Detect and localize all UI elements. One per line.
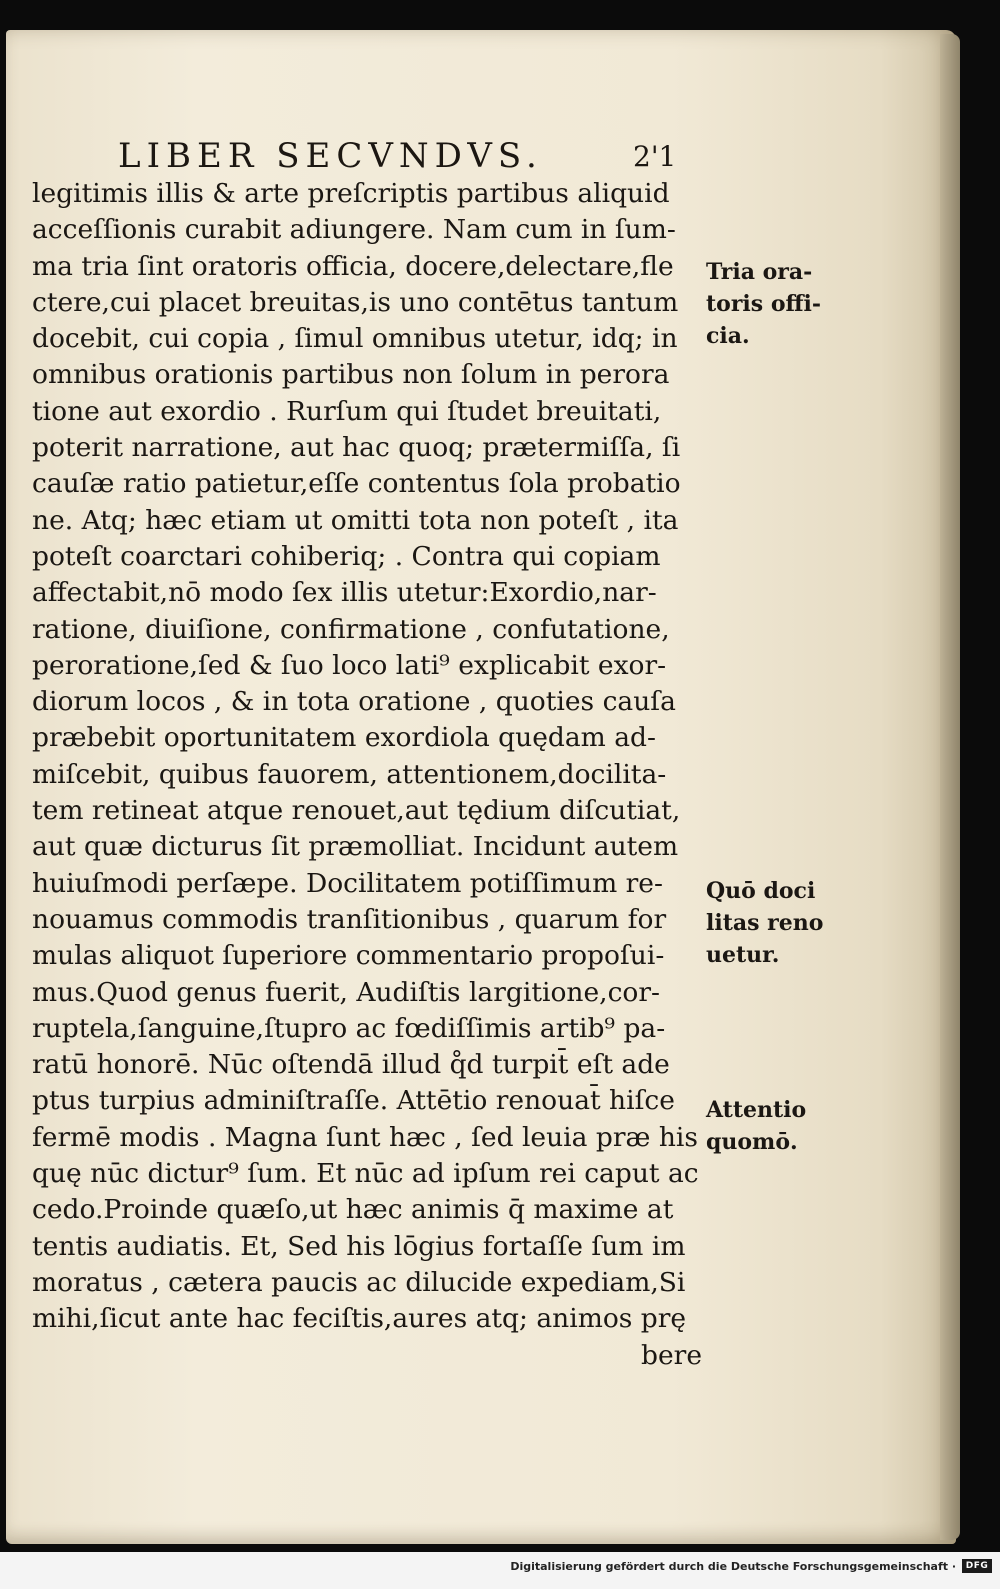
text-line: peroratione,ſed & ſuo loco lati⁹ explicabit exor- — [32, 649, 667, 681]
text-line: præbebit oportunitatem exordiola quędam ad- — [32, 722, 656, 754]
text-line: miſcebit, quibus fauorem, attentionem,docilita- — [32, 758, 667, 790]
catchword: bere — [641, 1339, 702, 1371]
funding-credit: Digitalisierung gefördert durch die Deutsche Forschungsgemeinschaft · — [510, 1560, 956, 1573]
text-line: cedo.Proinde quæſo,ut hæc animis q̄ maxime at — [32, 1194, 674, 1226]
folio-number: 2'1 — [633, 140, 677, 173]
marginal-note-line: Tria ora- — [706, 259, 813, 285]
text-line: affectabit,nō modo ſex illis utetur:Exordio,nar- — [32, 577, 657, 609]
text-line: moratus , cætera paucis ac dilucide expediam,Si — [32, 1266, 686, 1298]
text-line: quę nūc dictur⁹ ſum. Et nūc ad ipſum rei caput ac — [32, 1158, 699, 1190]
marginal-note-line: litas reno — [706, 910, 824, 936]
text-line: ne. Atq; hæc etiam ut omitti tota non poteſt , ita — [32, 504, 679, 536]
text-line: poterit narratione, aut hac quoq; prætermiſſa, ſi — [32, 432, 681, 464]
marginal-note-line: Attentio — [706, 1097, 807, 1123]
text-line: aut quæ dicturus ſit præmolliat. Incidunt autem — [32, 831, 679, 863]
text-line: omnibus orationis partibus non ſolum in perora — [32, 359, 670, 391]
running-title: LIBER SECVNDVS. — [118, 136, 543, 176]
text-line: mulas aliquot ſuperiore commentario propoſui- — [32, 940, 665, 972]
marginal-note-line: toris offi- — [706, 291, 822, 317]
text-line: ptus turpius adminiſtraſſe. Attētio renouat̄ hiſce — [32, 1085, 675, 1117]
marginal-note-line: cia. — [706, 323, 750, 349]
text-line: ratū honorē. Nūc oſtendā illud q̊d turpit̄ eſt ade — [32, 1049, 670, 1081]
text-line: legitimis illis & arte preſcriptis partibus aliquid — [32, 178, 670, 209]
marginal-note-line: Quō doci — [706, 878, 816, 904]
text-line: mus.Quod genus fuerit, Audiſtis largitione,cor- — [32, 976, 661, 1008]
text-line: nouamus commodis tranſitionibus , quarum for — [32, 903, 667, 935]
body-text — [32, 176, 732, 1374]
marginal-note-tria-officia — [706, 256, 856, 352]
marginal-note-docilitas — [706, 875, 856, 971]
text-line: docebit, cui copia , ſimul omnibus utetur, idq; in — [32, 323, 678, 355]
text-line: ratione, diuiſione, confirmatione , confutatione, — [32, 613, 670, 645]
text-line: tione aut exordio . Rurſum qui ſtudet breuitati, — [32, 395, 662, 427]
marginal-note-attentio — [706, 1094, 856, 1158]
text-line: poteſt coarctari cohiberiq; . Contra qui copiam — [32, 540, 661, 572]
text-line: tentis audiatis. Et, Sed his lōgius fortaſſe ſum im — [32, 1230, 686, 1262]
text-line: ctere,cui placet breuitas,is uno contētus tantum — [32, 286, 679, 318]
dfg-logo: DFG — [962, 1559, 992, 1573]
text-line: huiuſmodi perſæpe. Docilitatem potiſſimum re- — [32, 867, 663, 899]
text-line: acceſſionis curabit adiungere. Nam cum in ſum- — [32, 214, 676, 246]
text-line: fermē modis . Magna ſunt hæc , ſed leuia præ his — [32, 1121, 698, 1153]
text-line: mihi,ſicut ante hac feciſtis,aures atq; animos prę — [32, 1303, 687, 1335]
text-line: diorum locos , & in tota oratione , quoties cauſa — [32, 686, 676, 718]
text-line: ruptela,ſanguine,ſtupro ac fœdiſſimis artib⁹ pa- — [32, 1012, 666, 1044]
marginal-note-line: quomō. — [706, 1129, 798, 1155]
marginal-note-line: uetur. — [706, 942, 780, 968]
text-line: tem retineat atque renouet,aut tędium diſcutiat, — [32, 795, 681, 827]
text-line: ma tria ſint oratoris officia, docere,delectare,fle — [32, 250, 674, 282]
page-edge — [940, 34, 960, 1540]
text-line: cauſæ ratio patietur,eſſe contentus ſola probatio — [32, 468, 681, 500]
